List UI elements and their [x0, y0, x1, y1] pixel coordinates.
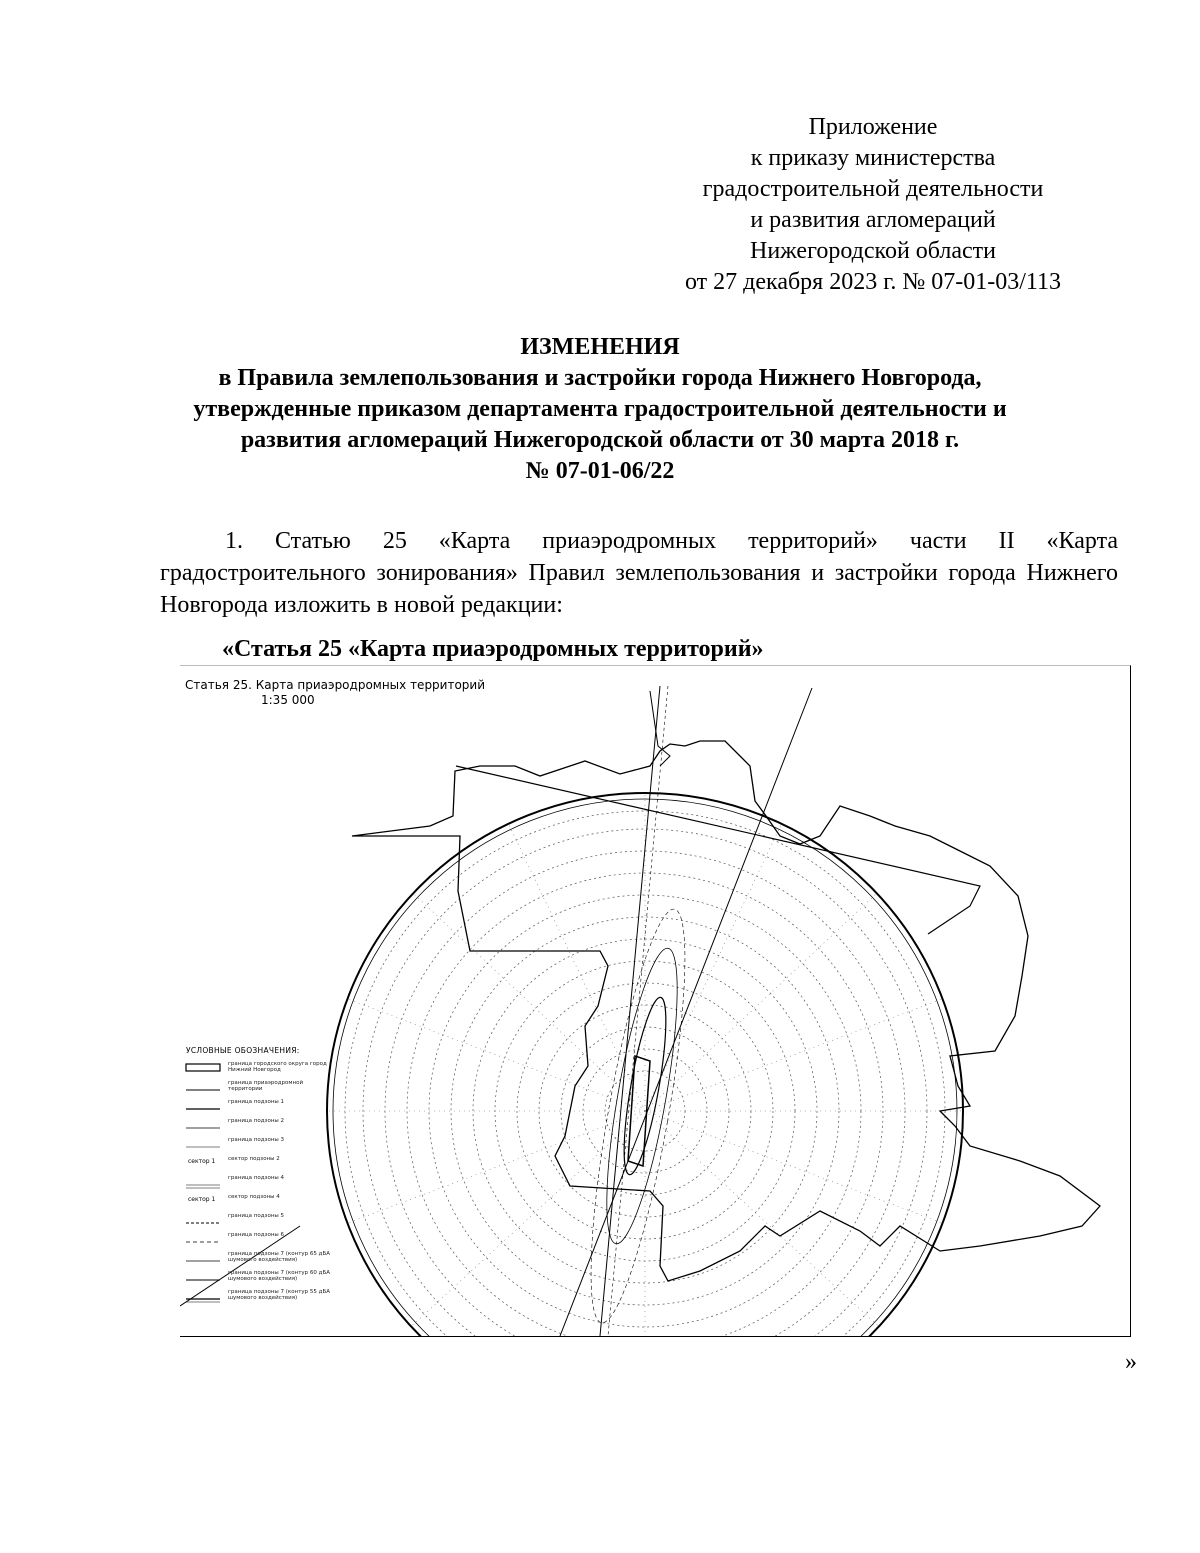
sector-lines: [320, 786, 970, 1336]
appendix-line: от 27 декабря 2023 г. № 07-01-03/113: [684, 269, 1062, 295]
title-line: № 07-01-06/22: [525, 458, 675, 484]
legend-item-text: граница подзоны 6: [228, 1232, 285, 1238]
legend-item: [186, 1211, 336, 1230]
appendix-line: Приложение: [808, 114, 938, 140]
legend-item-text: граница подзоны 1: [228, 1099, 285, 1105]
legend-item-text: граница подзоны 4: [228, 1175, 285, 1181]
legend-item-text: сектор подзоны 2: [228, 1156, 280, 1162]
map-scale: 1:35 000: [261, 693, 315, 707]
legend-item-text: сектор подзоны 4: [228, 1194, 280, 1200]
airfield-territory-boundary: [327, 793, 963, 1336]
territory-polygon: [456, 766, 980, 934]
legend-item: [186, 1249, 336, 1268]
appendix-line: градостроительной деятельности: [702, 176, 1044, 202]
legend-item-text: граница городского округа город Нижний Новгород: [228, 1061, 327, 1073]
title-heading: ИЗМЕНЕНИЯ: [520, 334, 680, 360]
legend-item: [186, 1116, 336, 1135]
legend-item: [186, 1173, 336, 1192]
appendix-line: и развития агломераций: [750, 207, 996, 233]
legend-item-text: граница подзоны 7 (контур 55 дБА шумового воздействия): [228, 1289, 330, 1301]
appendix-line: к приказу министерства: [750, 145, 996, 171]
appendix-block: [640, 112, 1106, 298]
approach-line: [560, 688, 812, 1336]
legend-item: [186, 1078, 336, 1097]
legend-item-text: граница приаэродромной территории: [228, 1080, 304, 1092]
title-line: утвержденные приказом департамента градостроительной деятельности и: [193, 396, 1007, 422]
legend-item-text: граница подзоны 3: [228, 1137, 285, 1143]
legend-item-text: граница подзоны 5: [228, 1213, 285, 1219]
legend-sector-label: сектор 1: [188, 1196, 216, 1203]
closing-quote: »: [1125, 1349, 1137, 1375]
legend-sector-label: сектор 1: [188, 1158, 216, 1165]
paragraph-first-line: 1. Статью 25 «Карта приаэродромных территорий» части II «Карта: [225, 528, 1118, 554]
legend-item: [186, 1135, 336, 1154]
map-legend: [186, 1046, 336, 1306]
paragraph-rest: градостроительного зонирования» Правил землепользования и застройки города Нижнего Новгорода изложить в новой редакции:: [160, 560, 1118, 618]
legend-item-text: граница подзоны 2: [228, 1118, 285, 1124]
runway-zones: [572, 904, 704, 1328]
legend-item: [186, 1059, 336, 1078]
legend-heading: УСЛОВНЫЕ ОБОЗНАЧЕНИЯ:: [186, 1046, 300, 1055]
body-paragraph: [160, 525, 1118, 621]
legend-item: [186, 1097, 336, 1116]
title-line: развития агломераций Нижегородской области от 30 марта 2018 г.: [240, 427, 960, 453]
map-title: [185, 678, 485, 708]
legend-item: [186, 1154, 336, 1173]
zone-rings: [345, 811, 945, 1336]
map-title-text: Статья 25. Карта приаэродромных территорий: [185, 678, 486, 692]
title-line: в Правила землепользования и застройки города Нижнего Новгорода,: [218, 365, 982, 391]
legend-item: [186, 1287, 336, 1306]
legend-item: [186, 1230, 336, 1249]
legend-item-text: граница подзоны 7 (контур 60 дБА шумового воздействия): [228, 1270, 330, 1282]
appendix-line: Нижегородской области: [749, 238, 997, 264]
legend-item: [186, 1268, 336, 1287]
legend-item-text: граница подзоны 7 (контур 65 дБА шумового воздействия): [228, 1251, 330, 1263]
article-heading: «Статья 25 «Карта приаэродромных территорий»: [222, 636, 764, 662]
document-title: [150, 332, 1050, 487]
legend-item: [186, 1192, 336, 1211]
